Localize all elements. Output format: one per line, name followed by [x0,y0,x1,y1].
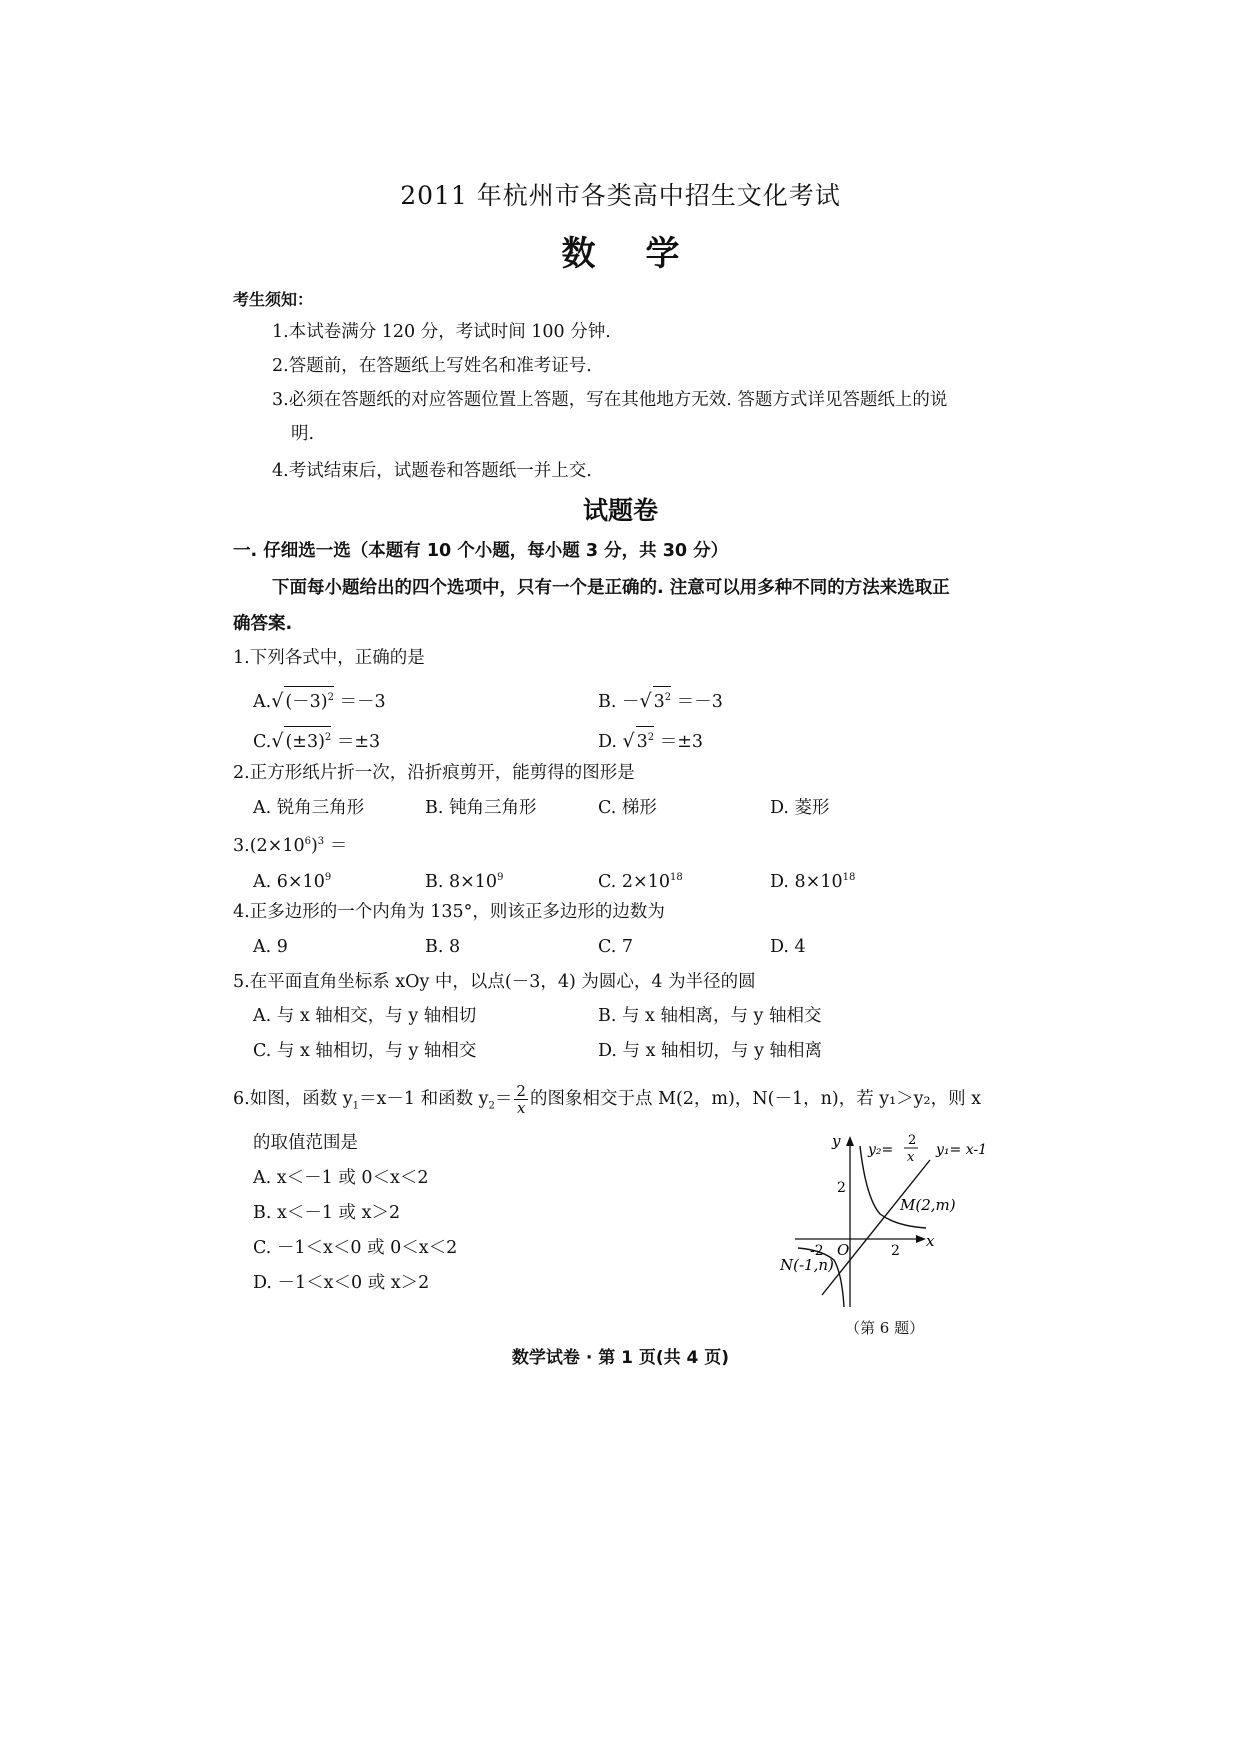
question-3-option-c: C. $2\times 10^{18}$ [598,871,683,892]
x-axis-arrow [916,1235,926,1243]
question-2-option-a: A. 锐角三角形 [253,798,365,818]
tick-x-neg: -2 [810,1243,824,1259]
question-4-option-c: C. 7 [598,937,634,957]
question-4-option-a: A. 9 [253,937,288,957]
notice-heading: 考生须知： [233,290,314,309]
question-2-option-b: B. 钝角三角形 [425,798,537,818]
notice-item-3-cont: 明. [291,424,315,444]
curve-label-den: x [907,1150,915,1165]
notice-item-3: 3.必须在答题纸的对应答题位置上答题，写在其他地方无效. 答题方式详见答题纸上的说 [272,390,948,410]
curve-label-y2: y₂= [868,1142,894,1158]
figure-caption: （第 6 题） [845,1319,925,1337]
question-3-stem: $3.(2\times 10^6)^3$ ＝ [233,835,348,856]
origin-label: O [837,1241,850,1259]
question-5-option-b: B. 与 x 轴相离，与 y 轴相交 [598,1006,822,1026]
hyperbola-right-branch [860,1146,926,1228]
question-4-option-d: D. 4 [770,937,806,957]
question-3-option-d: D. $8\times 10^{18}$ [770,871,856,892]
question-1-option-b: B. －√ $3^2 =-3$ [598,686,723,713]
question-1-option-d: D. √ $3^2 =\pm 3$ [598,726,703,753]
subject-title: 数学 [561,234,730,274]
point-n-label: N(-1,n) [780,1256,834,1274]
question-3-option-a: A. $6\times 10^9$ [253,871,332,892]
part1-instruction-cont: 确答案. [233,614,293,634]
question-2-option-c: C. 梯形 [598,798,657,818]
question-6-option-c: C. －1＜x＜0 或 0＜x＜2 [253,1238,458,1258]
question-3-option-b: B. $8\times 10^9$ [425,871,504,892]
exam-title: 2011 年杭州市各类高中招生文化考试 [400,181,841,210]
question-6-option-b: B. x＜－1 或 x＞2 [253,1203,401,1223]
tick-y-pos: 2 [837,1180,846,1196]
curve-label-num: 2 [908,1133,917,1148]
question-1-stem: 1.下列各式中，正确的是 [233,648,425,668]
question-5-option-d: D. 与 x 轴相切，与 y 轴相离 [598,1041,823,1061]
notice-item-4: 4.考试结束后，试题卷和答题纸一并上交. [272,461,592,481]
part1-heading: 一. 仔细选一选（本题有 10 个小题，每小题 3 分，共 30 分） [233,541,729,561]
question-4-stem: 4.正多边形的一个内角为 135°，则该正多边形的边数为 [233,902,665,922]
section-title: 试题卷 [582,496,658,525]
question-5-option-a: A. 与 x 轴相交，与 y 轴相切 [253,1006,477,1026]
notice-item-2: 2.答题前，在答题纸上写姓名和准考证号. [272,356,592,376]
question-5-stem: 5.在平面直角坐标系 xOy 中，以点(－3，4) 为圆心，4 为半径的圆 [233,972,756,992]
question-2-option-d: D. 菱形 [770,798,830,818]
question-2-stem: 2.正方形纸片折一次，沿折痕剪开，能剪得的图形是 [233,763,635,783]
question-6-option-a: A. x＜－1 或 0＜x＜2 [253,1168,429,1188]
question-1-option-a: A.√ $(-3)^2 =-3$ [253,686,386,713]
y-axis-arrow [846,1136,854,1146]
page-footer: 数学试卷 · 第 1 页(共 4 页) [511,1348,730,1368]
point-m-label: M(2,m) [900,1196,956,1214]
question-1-option-c: C.√ $(\pm 3)^2 =\pm 3$ [253,726,380,753]
question-6-figure [780,1132,1020,1312]
question-6-stem: 6.如图，函数 $y_1=x-1$ 和函数 $y_2=$ $\frac{2}{x}$ 的图象相交于点 M(2，m)，N(－1，n)，若 y₁＞y₂，则 x [233,1082,982,1117]
tick-x-pos: 2 [891,1243,900,1259]
question-4-option-b: B. 8 [425,937,461,957]
x-axis-label: x [926,1232,935,1250]
question-6-option-d: D. －1＜x＜0 或 x＞2 [253,1273,430,1293]
notice-item-1: 1.本试卷满分 120 分，考试时间 100 分钟. [272,322,611,342]
part1-instruction: 下面每小题给出的四个选项中，只有一个是正确的. 注意可以用多种不同的方法来选取正 [272,578,950,598]
line-label-y1: y₁= x-1 [936,1142,987,1158]
question-6-stem-cont: 的取值范围是 [253,1133,358,1153]
question-5-option-c: C. 与 x 轴相切，与 y 轴相交 [253,1041,477,1061]
y-axis-label: y [832,1132,841,1150]
fraction-2-over-x: $\frac{2}{x}$ [516,1082,526,1117]
